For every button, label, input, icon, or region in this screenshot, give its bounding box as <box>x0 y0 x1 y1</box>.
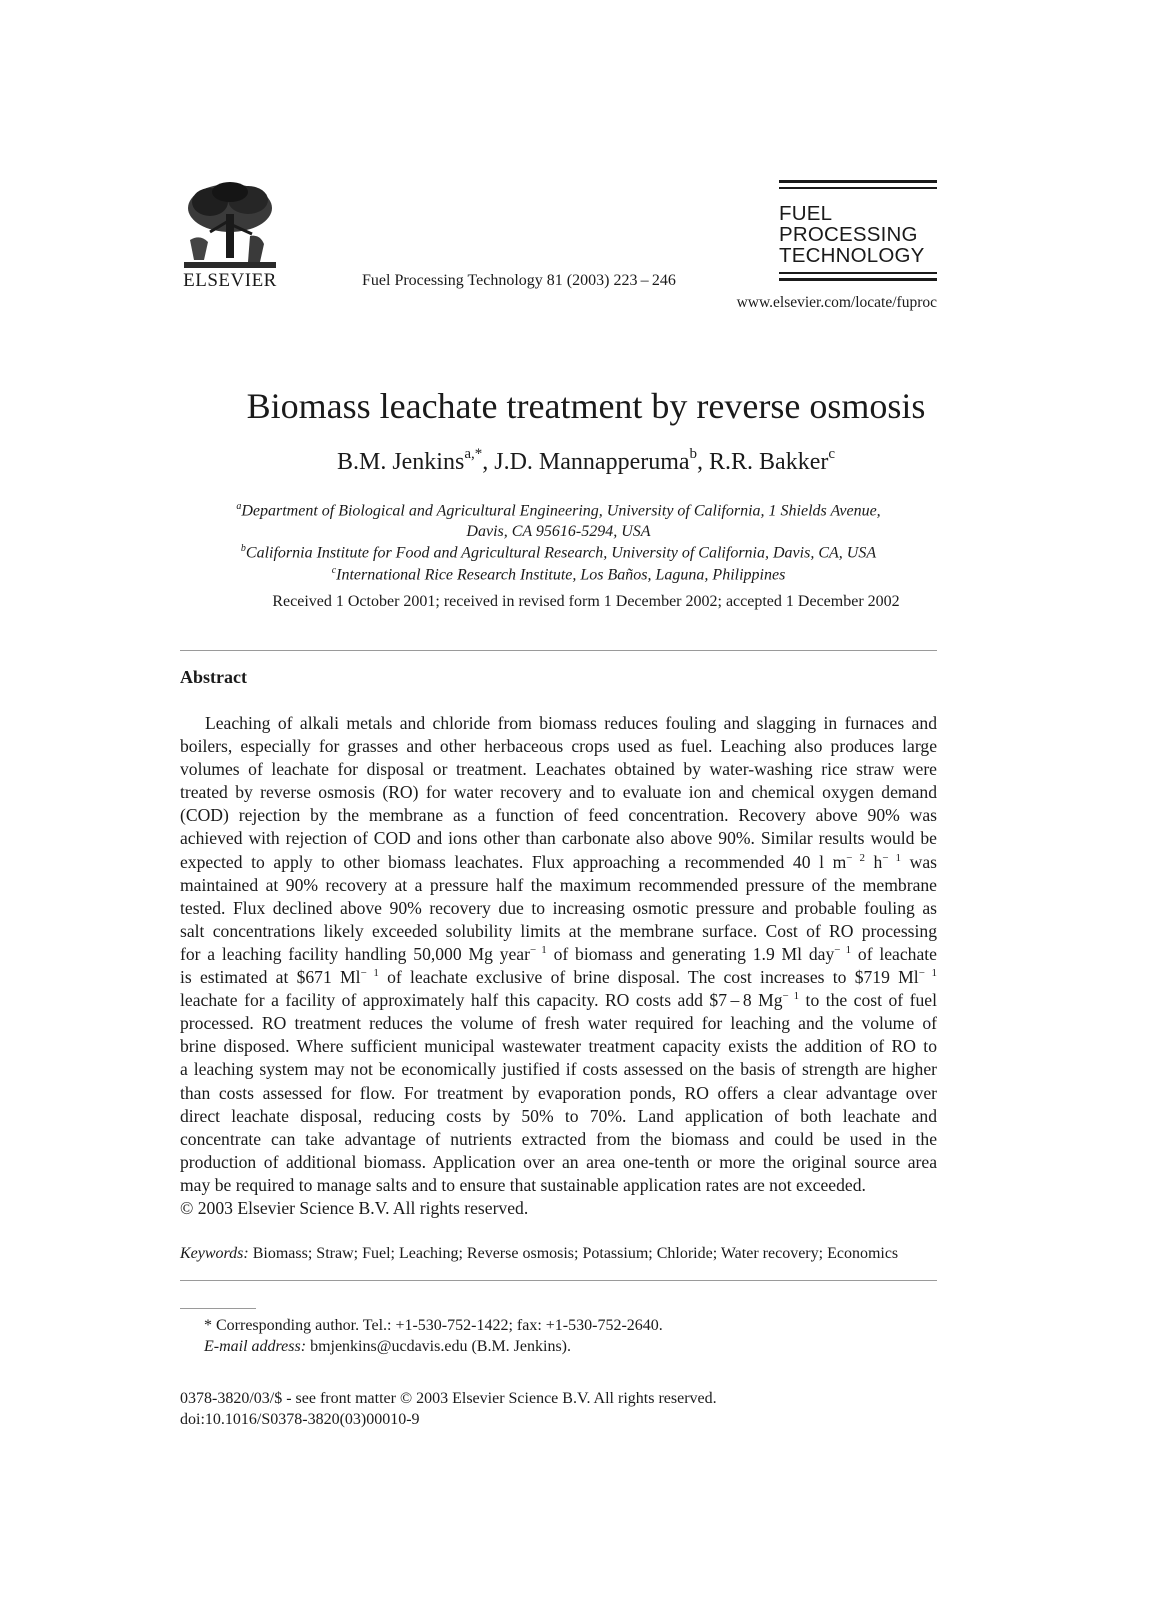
tree-icon <box>180 180 280 272</box>
divider <box>180 650 937 651</box>
affiliation-mark: b <box>240 543 246 554</box>
abstract-line: treated by reverse osmosis (RO) for water recovery and to evaluate ion and chemical oxygen demand <box>180 782 937 803</box>
abstract-fragment: leachate for a facility of approximately half this capacity. RO costs add $7 – 8 Mg <box>180 990 783 1011</box>
keywords-text: Biomass; Straw; Fuel; Leaching; Reverse osmosis; Potassium; Chloride; Water recovery; Economics <box>248 1245 899 1262</box>
abstract-line: achieved with rejection of COD and ions other than carbonate also above 90%. Similar results would be <box>180 828 937 849</box>
abstract-body <box>180 712 937 1220</box>
author-mark: b <box>689 446 698 462</box>
journal-url-link[interactable]: www.elsevier.com/locate/fuproc <box>736 294 937 311</box>
superscript: − 1 <box>782 990 800 1003</box>
affiliation-mark: a <box>236 501 242 512</box>
doi-link[interactable]: doi:10.1016/S0378-3820(03)00010-9 <box>180 1411 420 1428</box>
keywords <box>180 1245 937 1263</box>
abstract-line: production of additional biomass. Application over an area one-tenth or more the original source area <box>180 1151 937 1172</box>
superscript: − 2 <box>846 851 865 864</box>
journal-logo-line: TECHNOLOGY <box>779 244 925 267</box>
logo-rule <box>779 278 937 281</box>
abstract-fragment: was <box>901 851 937 872</box>
author-mark: a,* <box>464 446 483 462</box>
affiliation-text: California Institute for Food and Agricultural Research, University of California, Davis, CA, USA <box>245 544 877 562</box>
affiliation-c <box>180 560 937 585</box>
author-name[interactable]: R.R. Bakker <box>709 449 829 475</box>
author-mark: c <box>828 446 836 462</box>
email-address-link[interactable]: bmjenkins@ucdavis.edu (B.M. Jenkins). <box>306 1338 571 1355</box>
author-list: B.M. Jenkins$^{a,*}$, J.D. Mannapperuma$^b$, R.R. Bakker$^c$ <box>336 446 836 475</box>
abstract-line: volumes of leachate for disposal or treatment. Leachates obtained by water-washing rice straw were <box>180 759 937 780</box>
logo-rule <box>779 187 937 189</box>
affiliation-mark: c <box>331 565 337 576</box>
email-label: E-mail address: <box>204 1338 307 1355</box>
abstract-heading: Abstract <box>180 667 247 687</box>
superscript: − 1 <box>834 944 852 957</box>
corresponding-author-note: * Corresponding author. Tel.: +1-530-752-1422; fax: +1-530-752-2640. <box>204 1317 663 1334</box>
abstract-line: direct leachate disposal, reducing costs by 50% to 70%. Land application of both leachate and <box>180 1105 937 1126</box>
publisher-name: ELSEVIER <box>183 270 277 291</box>
abstract-line <box>180 851 937 874</box>
abstract-line <box>180 966 937 989</box>
abstract-fragment: is estimated at $671 Ml <box>180 967 361 988</box>
abstract-fragment: of leachate exclusive of brine disposal. The cost increases to $719 Ml <box>378 967 919 988</box>
journal-logo-line: FUEL <box>779 202 833 225</box>
abstract-fragment: of leachate <box>851 943 937 964</box>
abstract-line: than costs assessed for flow. For treatment by evaporation ponds, RO offers a clear advantage over <box>180 1082 937 1103</box>
abstract-line <box>180 943 937 966</box>
abstract-line: Leaching of alkali metals and chloride from biomass reduces fouling and slagging in furnaces and <box>205 713 937 733</box>
abstract-line: boilers, especially for grasses and other herbaceous crops used as fuel. Leaching also produces large <box>180 736 937 757</box>
abstract-fragment: of biomass and generating 1.9 Ml day <box>546 943 835 964</box>
abstract-fragment: to the cost of fuel <box>799 990 937 1011</box>
abstract-line: salt concentrations likely exceeded solubility limits at the membrane surface. Cost of RO processing <box>180 920 937 941</box>
author-name[interactable]: B.M. Jenkins <box>336 449 465 475</box>
abstract-line: maintained at 90% recovery at a pressure half the maximum recommended pressure of the membrane <box>180 874 937 895</box>
superscript: − 1 <box>360 967 379 980</box>
author-name[interactable]: J.D. Mannapperuma <box>494 449 690 475</box>
abstract-line: concentrate can take advantage of nutrients extracted from the biomass and could be used in the <box>180 1128 937 1149</box>
superscript: − 1 <box>882 851 902 864</box>
abstract-line: a leaching system may not be economically justified if costs assessed on the basis of strength are higher <box>180 1059 937 1080</box>
affiliation-text: International Rice Research Institute, Los Baños, Laguna, Philippines <box>336 566 786 584</box>
email-note <box>204 1338 571 1356</box>
logo-rule <box>779 272 937 274</box>
abstract-line: (COD) rejection by the membrane as a function of feed concentration. Recovery above 90% was <box>180 805 937 826</box>
abstract-fragment: h <box>864 851 883 872</box>
article-title: Biomass leachate treatment by reverse osmosis <box>246 386 926 426</box>
logo-rule <box>779 180 937 183</box>
footnote-divider <box>180 1308 256 1309</box>
affiliation-text: Davis, CA 95616-5294, USA <box>466 523 651 541</box>
abstract-line: brine disposed. Where sufficient municipal wastewater treatment capacity exists the addition of RO to <box>180 1036 937 1057</box>
received-dates: Received 1 October 2001; received in revised form 1 December 2002; accepted 1 December 2002 <box>272 593 900 610</box>
abstract-fragment: expected to apply to other biomass leachates. Flux approaching a recommended 40 l m <box>180 851 847 872</box>
superscript: − 1 <box>529 944 547 957</box>
issn-line: 0378-3820/03/$ - see front matter © 2003 Elsevier Science B.V. All rights reserved. <box>180 1390 717 1407</box>
journal-logo-line: PROCESSING <box>779 223 918 246</box>
journal-logo-text <box>779 203 937 266</box>
superscript: − 1 <box>918 967 937 980</box>
abstract-line: tested. Flux declined above 90% recovery due to increasing osmotic pressure and probable fouling as <box>180 897 937 918</box>
affiliation-a <box>180 496 937 542</box>
keywords-label: Keywords: <box>180 1245 249 1262</box>
abstract-line <box>180 989 937 1012</box>
affiliation-text: Department of Biological and Agricultural Engineering, University of California, 1 Shields Avenue, <box>241 502 881 520</box>
copyright-line: © 2003 Elsevier Science B.V. All rights reserved. <box>180 1197 529 1218</box>
journal-citation: Fuel Processing Technology 81 (2003) 223 – 246 <box>362 272 676 289</box>
divider <box>180 1280 937 1281</box>
abstract-line: may be required to manage salts and to ensure that sustainable application rates are not exceeded. <box>180 1174 866 1195</box>
abstract-line: processed. RO treatment reduces the volume of fresh water required for leaching and the volume of <box>180 1013 937 1034</box>
journal-logo <box>779 180 937 285</box>
abstract-fragment: for a leaching facility handling 50,000 Mg year <box>180 943 530 964</box>
